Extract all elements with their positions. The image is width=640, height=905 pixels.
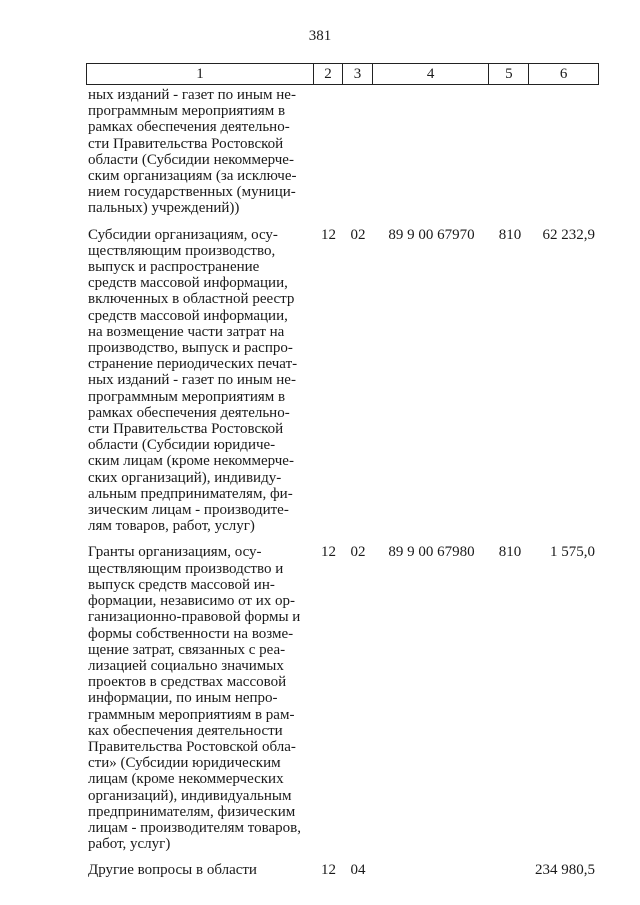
header-col-6: 6 <box>559 66 568 82</box>
description-line: ных изданий - газет по иным не- <box>88 372 296 389</box>
row-target-code: 89 9 00 67970 <box>388 226 475 243</box>
row-amount <box>530 87 599 217</box>
table-row <box>86 227 599 535</box>
description-line: организаций), индивидуальным <box>88 787 292 804</box>
table-body <box>86 87 599 879</box>
description-line: сти Правительства Ростовской <box>88 421 284 438</box>
table-row <box>86 862 599 878</box>
table-row <box>86 544 599 852</box>
description-line: информации, по иным непро- <box>88 690 278 707</box>
description-line: выпуск средств массовой ин- <box>88 576 275 593</box>
description-line: лицам - производителям товаров, <box>88 819 301 836</box>
description-line: проектов в средствах массовой <box>88 674 287 691</box>
description-line: нием государственных (муници- <box>88 184 296 201</box>
description-line: средств массовой информации, <box>88 307 288 324</box>
row-expense-type <box>490 862 530 878</box>
description-line: ским организациям (за исключе- <box>88 168 297 185</box>
row-target-code <box>373 862 490 878</box>
description-line: ганизационно-правовой формы и <box>88 609 301 626</box>
description-line: производство, выпуск и распро- <box>88 340 293 357</box>
row-target-code <box>373 87 490 217</box>
description-line: лизацией социально значимых <box>88 657 284 674</box>
description-line: Другие вопросы в области <box>88 862 257 879</box>
description-line: зическим лицам - производите- <box>88 502 289 519</box>
header-col-1: 1 <box>87 64 314 84</box>
header-col-2: 2 <box>314 64 343 84</box>
header-col-5: 5 <box>489 64 529 84</box>
description-line: сти» (Субсидии юридическим <box>88 755 281 772</box>
row-amount: 1 575,0 <box>550 544 595 561</box>
description-line: области (Субсидии юридиче- <box>88 437 276 454</box>
row-expense-type: 810 <box>498 544 522 561</box>
description-line: рамках обеспечения деятельно- <box>88 119 290 136</box>
row-description <box>86 544 314 852</box>
row-amount: 234 980,5 <box>535 862 595 879</box>
description-line: ских организаций), индивиду- <box>88 469 282 486</box>
description-line: предпринимателям, физическим <box>88 803 296 820</box>
description-line: области (Субсидии некоммерче- <box>88 151 294 168</box>
row-expense-type: 810 <box>498 226 522 243</box>
description-line: формации, независимо от их ор- <box>88 593 295 610</box>
description-line: работ, услуг) <box>88 836 171 853</box>
row-description <box>86 87 314 217</box>
header-col-4: 4 <box>373 64 490 84</box>
description-line: включенных в областной реестр <box>88 291 295 308</box>
description-line: лям товаров, работ, услуг) <box>88 518 255 535</box>
description-line: щение затрат, связанных с реа- <box>88 641 286 658</box>
row-expense-type <box>490 87 530 217</box>
description-line: сти Правительства Ростовской <box>88 135 284 152</box>
description-line: выпуск и распространение <box>88 259 260 276</box>
description-line: рамках обеспечения деятельно- <box>88 404 290 421</box>
description-line: ществляющим производство, <box>88 242 276 259</box>
row-subsection: 02 <box>350 544 366 561</box>
row-subsection: 02 <box>350 226 366 243</box>
row-section <box>314 87 343 217</box>
description-line: на возмещение части затрат на <box>88 323 285 340</box>
description-line: программным мероприятиям в <box>88 103 286 120</box>
row-description <box>86 862 314 878</box>
table-row <box>86 87 599 217</box>
row-section: 12 <box>321 226 336 243</box>
description-line: ных изданий - газет по иным не- <box>88 87 296 103</box>
row-subsection <box>343 87 373 217</box>
description-line: ским лицам (кроме некоммерче- <box>88 453 294 470</box>
row-target-code: 89 9 00 67980 <box>388 544 475 561</box>
row-section: 12 <box>321 862 336 879</box>
description-line: средств массовой информации, <box>88 275 288 292</box>
description-line: лицам (кроме некоммерческих <box>88 771 284 788</box>
row-amount: 62 232,9 <box>542 226 595 243</box>
description-line: граммным мероприятиям в рам- <box>88 706 295 723</box>
description-line: Субсидии организациям, осу- <box>88 226 278 243</box>
description-line: ществляющим производство и <box>88 560 284 577</box>
description-line: Гранты организациям, осу- <box>88 544 262 561</box>
description-line: формы собственности на возме- <box>88 625 294 642</box>
row-subsection: 04 <box>350 862 366 879</box>
page-number: 381 <box>308 28 332 44</box>
header-col-3: 3 <box>343 64 373 84</box>
row-description <box>86 227 314 535</box>
description-line: странение периодических печат- <box>88 356 298 373</box>
description-line: альным предпринимателям, фи- <box>88 485 293 502</box>
table-header <box>86 63 599 85</box>
description-line: программным мероприятиям в <box>88 388 286 405</box>
description-line: ках обеспечения деятельности <box>88 722 283 739</box>
description-line: Правительства Ростовской обла- <box>88 738 296 755</box>
description-line: пальных) учреждений)) <box>88 200 240 217</box>
row-section: 12 <box>321 544 336 561</box>
